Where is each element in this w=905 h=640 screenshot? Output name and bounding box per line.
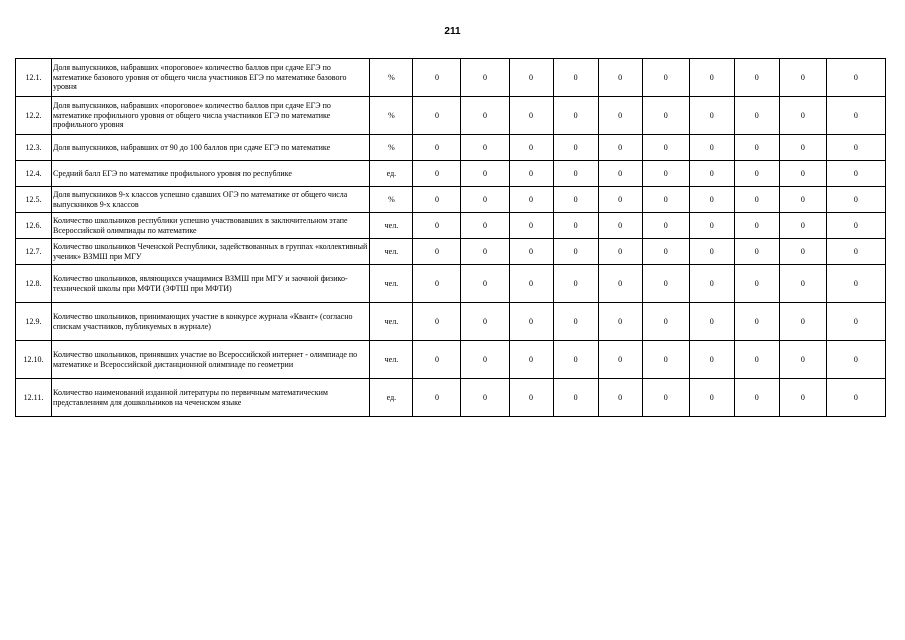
- value-cell: 0: [734, 187, 779, 213]
- value-cell: 0: [509, 341, 553, 379]
- value-cell: 0: [461, 341, 509, 379]
- indicator-description: Средний балл ЕГЭ по математике профильного уровня по республике: [52, 161, 370, 187]
- row-number: 12.1.: [16, 59, 52, 97]
- value-cell: 0: [413, 265, 461, 303]
- value-cell: 0: [553, 59, 598, 97]
- value-cell: 0: [689, 97, 734, 135]
- value-cell: 0: [779, 239, 826, 265]
- value-cell: 0: [598, 303, 642, 341]
- value-cell: 0: [642, 59, 689, 97]
- table-row: [16, 379, 886, 417]
- value-cell: 0: [779, 161, 826, 187]
- value-cell: 0: [413, 239, 461, 265]
- indicator-description: Количество школьников, являющихся учащимися ВЗМШ при МГУ и заочной физико-технической школы при МФТИ (ЗФТШ при МФТИ): [52, 265, 370, 303]
- value-cell: 0: [642, 97, 689, 135]
- table-row: [16, 97, 886, 135]
- value-cell: 0: [642, 161, 689, 187]
- row-number: 12.8.: [16, 265, 52, 303]
- value-cell: 0: [509, 187, 553, 213]
- value-cell: 0: [553, 135, 598, 161]
- indicator-description: Доля выпускников, набравших «пороговое» количество баллов при сдаче ЕГЭ по математике базового уровня от общего числа участников ЕГЭ по математике базового уровня: [52, 59, 370, 97]
- value-cell: 0: [734, 59, 779, 97]
- unit-cell: чел.: [370, 239, 413, 265]
- value-cell: 0: [413, 187, 461, 213]
- table-row: [16, 59, 886, 97]
- value-cell: 0: [779, 341, 826, 379]
- value-cell: 0: [413, 59, 461, 97]
- value-cell: 0: [734, 303, 779, 341]
- value-cell: 0: [598, 341, 642, 379]
- indicator-description: Количество школьников, принимающих участие в конкурсе журнала «Квант» (согласно спискам участников, публикуемых в журнале): [52, 303, 370, 341]
- table-row: [16, 161, 886, 187]
- value-cell: 0: [689, 213, 734, 239]
- row-number: 12.5.: [16, 187, 52, 213]
- indicator-description: Доля выпускников, набравших от 90 до 100 баллов при сдаче ЕГЭ по математике: [52, 135, 370, 161]
- value-cell: 0: [598, 187, 642, 213]
- table-row: [16, 265, 886, 303]
- value-cell: 0: [598, 161, 642, 187]
- value-cell: 0: [734, 379, 779, 417]
- indicators-table: [15, 58, 886, 417]
- value-cell: 0: [509, 239, 553, 265]
- value-cell: 0: [779, 265, 826, 303]
- value-cell: 0: [598, 239, 642, 265]
- value-cell: 0: [642, 187, 689, 213]
- value-cell: 0: [689, 161, 734, 187]
- value-cell: 0: [509, 135, 553, 161]
- indicator-description: Количество школьников, принявших участие во Всероссийской интернет - олимпиаде по математике и Всероссийской дистанционной олимпиаде по геометрии: [52, 341, 370, 379]
- row-number: 12.4.: [16, 161, 52, 187]
- value-cell: 0: [689, 341, 734, 379]
- value-cell: 0: [826, 265, 885, 303]
- value-cell: 0: [461, 135, 509, 161]
- value-cell: 0: [826, 161, 885, 187]
- value-cell: 0: [689, 379, 734, 417]
- value-cell: 0: [553, 239, 598, 265]
- unit-cell: ед.: [370, 161, 413, 187]
- value-cell: 0: [598, 97, 642, 135]
- value-cell: 0: [509, 303, 553, 341]
- value-cell: 0: [734, 135, 779, 161]
- table-row: [16, 341, 886, 379]
- value-cell: 0: [598, 213, 642, 239]
- indicator-description: Количество наименований изданной литературы по первичным математическим представлениям для дошкольников на чеченском языке: [52, 379, 370, 417]
- value-cell: 0: [734, 239, 779, 265]
- table-body: [16, 59, 886, 417]
- value-cell: 0: [413, 341, 461, 379]
- value-cell: 0: [413, 135, 461, 161]
- value-cell: 0: [461, 379, 509, 417]
- value-cell: 0: [461, 213, 509, 239]
- value-cell: 0: [553, 379, 598, 417]
- value-cell: 0: [734, 213, 779, 239]
- value-cell: 0: [642, 341, 689, 379]
- table-row: [16, 135, 886, 161]
- row-number: 12.7.: [16, 239, 52, 265]
- unit-cell: %: [370, 59, 413, 97]
- value-cell: 0: [413, 303, 461, 341]
- value-cell: 0: [598, 265, 642, 303]
- value-cell: 0: [734, 161, 779, 187]
- row-number: 12.11.: [16, 379, 52, 417]
- value-cell: 0: [779, 135, 826, 161]
- value-cell: 0: [413, 97, 461, 135]
- value-cell: 0: [734, 97, 779, 135]
- value-cell: 0: [642, 265, 689, 303]
- row-number: 12.3.: [16, 135, 52, 161]
- value-cell: 0: [689, 265, 734, 303]
- value-cell: 0: [642, 239, 689, 265]
- value-cell: 0: [826, 135, 885, 161]
- value-cell: 0: [826, 239, 885, 265]
- value-cell: 0: [826, 213, 885, 239]
- value-cell: 0: [553, 161, 598, 187]
- value-cell: 0: [553, 213, 598, 239]
- value-cell: 0: [509, 379, 553, 417]
- value-cell: 0: [553, 187, 598, 213]
- row-number: 12.9.: [16, 303, 52, 341]
- indicator-description: Доля выпускников, набравших «пороговое» количество баллов при сдаче ЕГЭ по математике профильного уровня от общего числа участников ЕГЭ по математике профильного уровня: [52, 97, 370, 135]
- value-cell: 0: [461, 265, 509, 303]
- indicator-description: Доля выпускников 9-х классов успешно сдавших ОГЭ по математике от общего числа выпускников 9-х классов: [52, 187, 370, 213]
- value-cell: 0: [779, 187, 826, 213]
- value-cell: 0: [734, 341, 779, 379]
- value-cell: 0: [413, 379, 461, 417]
- value-cell: 0: [553, 97, 598, 135]
- table-row: [16, 187, 886, 213]
- table-row: [16, 239, 886, 265]
- value-cell: 0: [642, 213, 689, 239]
- value-cell: 0: [553, 265, 598, 303]
- value-cell: 0: [826, 379, 885, 417]
- row-number: 12.6.: [16, 213, 52, 239]
- value-cell: 0: [779, 213, 826, 239]
- value-cell: 0: [461, 59, 509, 97]
- value-cell: 0: [779, 303, 826, 341]
- value-cell: 0: [689, 187, 734, 213]
- value-cell: 0: [826, 303, 885, 341]
- value-cell: 0: [779, 59, 826, 97]
- unit-cell: %: [370, 135, 413, 161]
- unit-cell: ед.: [370, 379, 413, 417]
- page-number: 211: [444, 26, 461, 37]
- value-cell: 0: [642, 303, 689, 341]
- value-cell: 0: [689, 59, 734, 97]
- unit-cell: чел.: [370, 265, 413, 303]
- value-cell: 0: [509, 265, 553, 303]
- value-cell: 0: [413, 213, 461, 239]
- unit-cell: чел.: [370, 341, 413, 379]
- value-cell: 0: [553, 303, 598, 341]
- indicator-description: Количество школьников Чеченской Республики, задействованных в группах «коллективный ученик» ВЗМШ при МГУ: [52, 239, 370, 265]
- unit-cell: %: [370, 97, 413, 135]
- value-cell: 0: [598, 135, 642, 161]
- value-cell: 0: [461, 161, 509, 187]
- value-cell: 0: [826, 341, 885, 379]
- row-number: 12.10.: [16, 341, 52, 379]
- indicator-description: Количество школьников республики успешно участвовавших в заключительном этапе Всероссийской олимпиады по математике: [52, 213, 370, 239]
- value-cell: 0: [689, 135, 734, 161]
- row-number: 12.2.: [16, 97, 52, 135]
- value-cell: 0: [642, 379, 689, 417]
- value-cell: 0: [461, 97, 509, 135]
- unit-cell: %: [370, 187, 413, 213]
- unit-cell: чел.: [370, 213, 413, 239]
- table-row: [16, 303, 886, 341]
- value-cell: 0: [509, 161, 553, 187]
- value-cell: 0: [461, 187, 509, 213]
- unit-cell: чел.: [370, 303, 413, 341]
- value-cell: 0: [826, 187, 885, 213]
- value-cell: 0: [642, 135, 689, 161]
- value-cell: 0: [461, 239, 509, 265]
- value-cell: 0: [598, 59, 642, 97]
- value-cell: 0: [689, 239, 734, 265]
- value-cell: 0: [553, 341, 598, 379]
- value-cell: 0: [826, 59, 885, 97]
- value-cell: 0: [461, 303, 509, 341]
- value-cell: 0: [734, 265, 779, 303]
- table-row: [16, 213, 886, 239]
- value-cell: 0: [779, 97, 826, 135]
- value-cell: 0: [509, 59, 553, 97]
- value-cell: 0: [598, 379, 642, 417]
- value-cell: 0: [509, 97, 553, 135]
- value-cell: 0: [826, 97, 885, 135]
- value-cell: 0: [779, 379, 826, 417]
- value-cell: 0: [509, 213, 553, 239]
- value-cell: 0: [689, 303, 734, 341]
- value-cell: 0: [413, 161, 461, 187]
